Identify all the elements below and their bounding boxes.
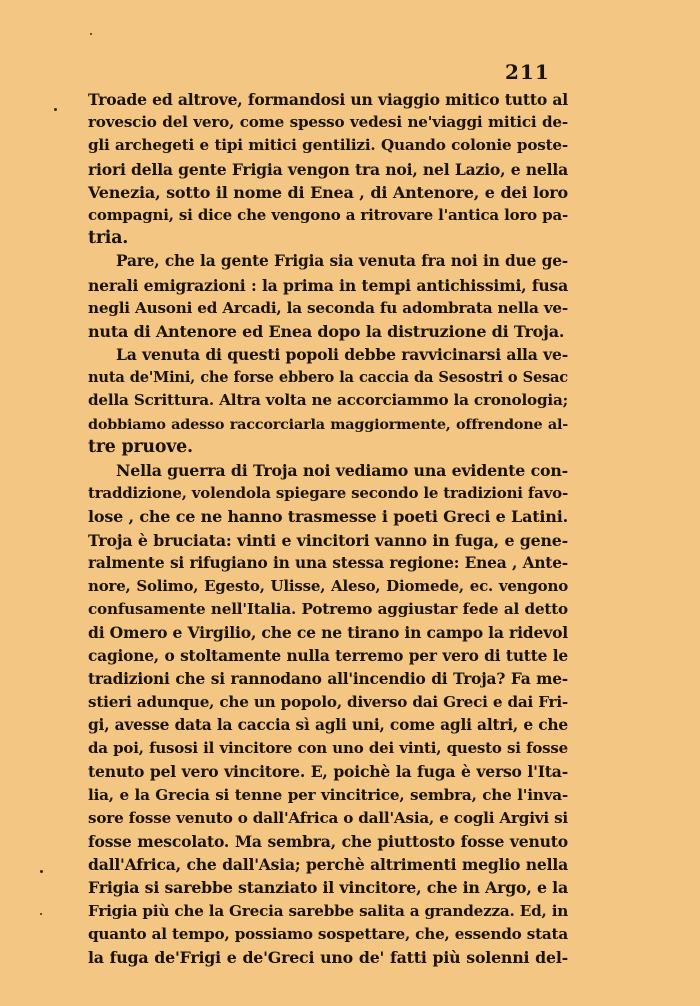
text-line: Pare, che la gente Frigia sia venuta fra noi in due ge- [116,252,568,271]
text-line: nuta di Antenore ed Enea dopo la distruzione di Troja. [88,321,565,341]
text-line: dobbiamo adesso raccorciarla maggiormente, offrendone al- [88,415,568,433]
text-line: lose , che ce ne hanno trasmesse i poeti Greci e Latini. [88,507,568,527]
text-line: nerali emigrazioni : la prima in tempi antichissimi, fusa [88,275,568,295]
margin-speck [54,108,57,111]
margin-speck [90,33,92,35]
text-line: negli Ausoni ed Arcadi, la seconda fu adombrata nella ve- [88,298,568,317]
text-line: di Omero e Virgilio, che ce ne tirano in campo la ridevol [88,623,568,643]
text-line: cagione, o stoltamente nulla terremo per vero di tutte le [88,646,568,665]
text-line: quanto al tempo, possiamo sospettare, che, essendo stata [88,924,568,943]
text-line: nore, Solimo, Egesto, Ulisse, Aleso, Diomede, ec. vengono [88,576,568,595]
page-number: 211 [505,60,550,84]
text-line: fosse mescolato. Ma sembra, che piuttosto fosse venuto [88,832,568,851]
text-line: dall'Africa, che dall'Asia; perchè altrimenti meglio nella [88,855,568,875]
text-line: tradizioni che si rannodano all'incendio di Troja? Fa me- [88,669,568,688]
text-line: tenuto pel vero vincitore. E, poichè la fuga è verso l'Ita- [88,762,568,782]
text-line: lia, e la Grecia si tenne per vincitrice, sembra, che l'inva- [88,785,568,804]
margin-speck [40,870,43,873]
text-line: tria. [88,228,129,249]
text-line: stieri adunque, che un popolo, diverso dai Greci e dai Fri- [88,692,568,711]
text-line: Nella guerra di Troja noi vediamo una evidente con- [116,461,568,480]
text-line: La venuta di questi popoli debbe ravvicinarsi alla ve- [116,345,568,365]
text-line: da poi, fusosi il vincitore con uno dei vinti, questo si fosse [88,739,568,758]
text-line: tre pruove. [88,436,193,457]
text-line: Troja è bruciata: vinti e vincitori vanno in fuga, e gene- [88,530,568,550]
text-line: compagni, si dice che vengono a ritrovare l'antica loro pa- [88,205,568,224]
text-line: la fuga de'Frigi e de'Greci uno de' fatti più solenni del- [88,947,568,967]
margin-speck [40,913,42,915]
text-line: nuta de'Mini, che forse ebbero la caccia da Sesostri o Sesac [88,369,568,387]
body-text [88,88,568,969]
text-line: rovescio del vero, come spesso vedesi ne'viaggi mitici de- [88,113,568,132]
text-line: della Scrittura. Altra volta ne accorciammo la cronologia; [88,391,568,410]
text-line: Troade ed altrove, formandosi un viaggio mitico tutto al [88,90,568,109]
text-line: Venezia, sotto il nome di Enea , di Antenore, e dei loro [88,182,568,202]
text-line: Frigia si sarebbe stanziato il vincitore, che in Argo, e la [88,878,568,898]
text-line: confusamente nell'Italia. Potremo aggiustar fede al detto [88,600,568,619]
text-line: riori della gente Frigia vengon tra noi, nel Lazio, e nella [88,159,568,179]
text-line: ralmente si rifugiano in una stessa regione: Enea , Ante- [88,553,568,572]
text-line: gli archegeti e tipi mitici gentilizi. Quando colonie poste- [88,136,568,155]
text-line: traddizione, volendola spiegare secondo le tradizioni favo- [88,484,568,503]
text-line: gi, avesse data la caccia sì agli uni, come agli altri, e che [88,716,568,735]
text-line: Frigia più che la Grecia sarebbe salita a grandezza. Ed, in [88,901,569,920]
text-line: sore fosse venuto o dall'Africa o dall'Asia, e cogli Argivi si [88,808,568,827]
